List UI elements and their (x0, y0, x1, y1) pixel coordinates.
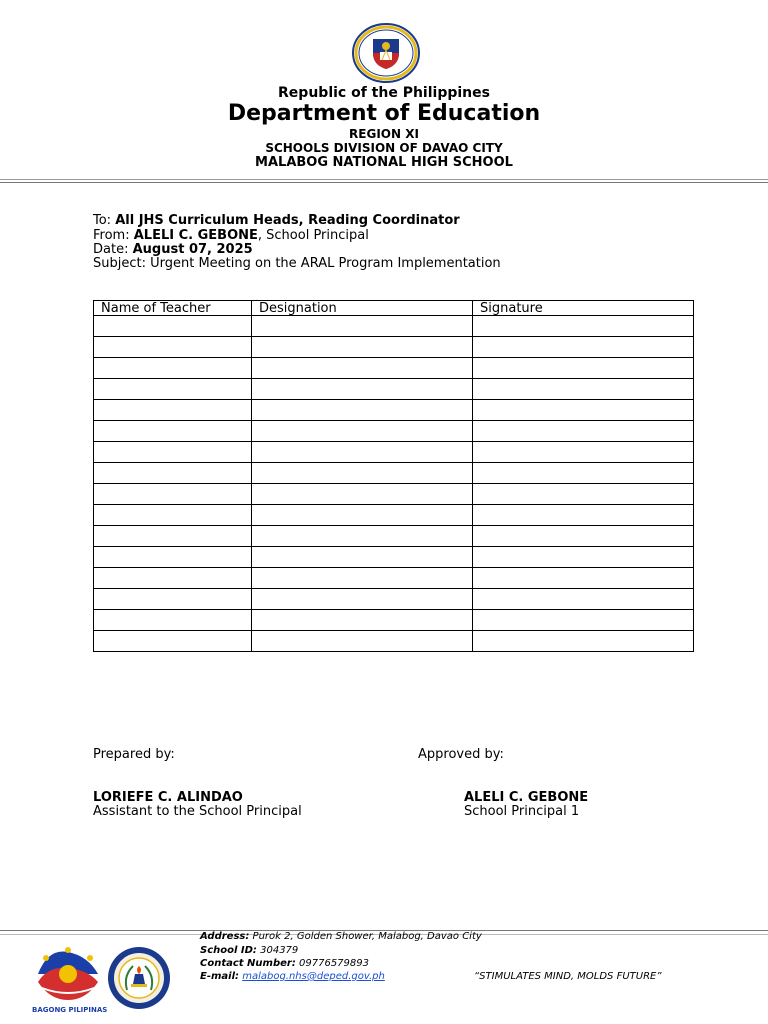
column-header-name: Name of Teacher (94, 301, 252, 316)
footer-address-value: Purok 2, Golden Shower, Malabog, Davao City (249, 931, 482, 942)
designation-cell[interactable] (252, 568, 473, 589)
name-cell[interactable] (94, 463, 252, 484)
table-row (94, 337, 694, 358)
footer-school-id-value: 304379 (256, 945, 299, 956)
header-divider-thick (0, 182, 768, 183)
memo-from (93, 228, 369, 243)
footer-email (200, 971, 385, 982)
signature-cell[interactable] (473, 316, 694, 337)
signature-cell[interactable] (473, 547, 694, 568)
table-header-row (94, 301, 694, 316)
designation-cell[interactable] (252, 463, 473, 484)
approved-by-label: Approved by: (418, 747, 504, 762)
designation-cell[interactable] (252, 316, 473, 337)
table-body (94, 316, 694, 652)
signature-cell[interactable] (473, 568, 694, 589)
name-cell[interactable] (94, 316, 252, 337)
footer-motto: “STIMULATES MIND, MOLDS FUTURE” (474, 971, 662, 982)
signature-cell[interactable] (473, 421, 694, 442)
memo-date-value: August 07, 2025 (132, 242, 253, 257)
signature-cell[interactable] (473, 379, 694, 400)
footer-email-link[interactable]: malabog.nhs@deped.gov.ph (242, 971, 385, 982)
table-row (94, 568, 694, 589)
prepared-title: Assistant to the School Principal (93, 804, 302, 819)
prepared-name: LORIEFE C. ALINDAO (93, 790, 243, 805)
designation-cell[interactable] (252, 526, 473, 547)
table-row (94, 505, 694, 526)
department-title: Department of Education (227, 101, 541, 126)
designation-cell[interactable] (252, 505, 473, 526)
memo-date-label: Date: (93, 242, 133, 257)
table-row (94, 526, 694, 547)
name-cell[interactable] (94, 421, 252, 442)
approved-title: School Principal 1 (464, 804, 580, 819)
name-cell[interactable] (94, 379, 252, 400)
designation-cell[interactable] (252, 589, 473, 610)
designation-cell[interactable] (252, 442, 473, 463)
memo-to-label: To: (93, 213, 116, 228)
signature-cell[interactable] (473, 442, 694, 463)
table-row (94, 400, 694, 421)
attendance-table (93, 300, 694, 652)
header-divider (0, 179, 768, 180)
republic-line: Republic of the Philippines (278, 85, 490, 101)
school-name: MALABOG NATIONAL HIGH SCHOOL (255, 155, 513, 170)
table-row (94, 316, 694, 337)
column-header-signature: Signature (473, 301, 694, 316)
footer-contact-label: Contact Number: (200, 958, 296, 969)
designation-cell[interactable] (252, 421, 473, 442)
table-row (94, 610, 694, 631)
footer-email-label: E-mail: (200, 971, 240, 982)
name-cell[interactable] (94, 631, 252, 652)
memo-from-name: ALELI C. GEBONE (133, 228, 258, 243)
footer-school-id (200, 945, 298, 956)
bagong-pilipinas-logo (32, 944, 108, 1014)
signature-cell[interactable] (473, 610, 694, 631)
signature-cell[interactable] (473, 400, 694, 421)
designation-cell[interactable] (252, 547, 473, 568)
table-row (94, 631, 694, 652)
signature-cell[interactable] (473, 526, 694, 547)
footer-address-label: Address: (200, 931, 250, 942)
name-cell[interactable] (94, 547, 252, 568)
memo-date (93, 242, 253, 257)
table-row (94, 442, 694, 463)
name-cell[interactable] (94, 358, 252, 379)
footer-contact-value: 09776579893 (295, 958, 369, 969)
table-row (94, 547, 694, 568)
memo-subject: Subject: Urgent Meeting on the ARAL Program Implementation (93, 256, 501, 271)
table-row (94, 589, 694, 610)
footer-contact (200, 958, 369, 969)
footer-address (200, 931, 482, 942)
signature-cell[interactable] (473, 358, 694, 379)
signature-cell[interactable] (473, 589, 694, 610)
table-row (94, 463, 694, 484)
school-seal-logo (106, 944, 172, 1012)
memo-from-title: , School Principal (257, 228, 369, 243)
name-cell[interactable] (94, 442, 252, 463)
footer-school-id-label: School ID: (200, 945, 257, 956)
approved-name: ALELI C. GEBONE (464, 790, 589, 805)
name-cell[interactable] (94, 526, 252, 547)
memo-to-value: All JHS Curriculum Heads, Reading Coordinator (115, 213, 460, 228)
name-cell[interactable] (94, 400, 252, 421)
designation-cell[interactable] (252, 379, 473, 400)
name-cell[interactable] (94, 589, 252, 610)
table-row (94, 484, 694, 505)
designation-cell[interactable] (252, 400, 473, 421)
name-cell[interactable] (94, 484, 252, 505)
deped-seal-logo (349, 22, 423, 84)
name-cell[interactable] (94, 610, 252, 631)
column-header-designation: Designation (252, 301, 473, 316)
name-cell[interactable] (94, 568, 252, 589)
prepared-by-label: Prepared by: (93, 747, 175, 762)
bagong-pilipinas-text: BAGONG PILIPINAS (32, 1006, 108, 1014)
name-cell[interactable] (94, 337, 252, 358)
table-row (94, 379, 694, 400)
signature-cell[interactable] (473, 337, 694, 358)
designation-cell[interactable] (252, 610, 473, 631)
memo-from-label: From: (93, 228, 134, 243)
name-cell[interactable] (94, 505, 252, 526)
signature-cell[interactable] (473, 463, 694, 484)
memo-to (93, 213, 460, 228)
designation-cell[interactable] (252, 358, 473, 379)
table-row (94, 358, 694, 379)
table-row (94, 421, 694, 442)
designation-cell[interactable] (252, 631, 473, 652)
signature-cell[interactable] (473, 484, 694, 505)
signature-cell[interactable] (473, 631, 694, 652)
division-line: SCHOOLS DIVISION OF DAVAO CITY (265, 141, 503, 155)
designation-cell[interactable] (252, 484, 473, 505)
designation-cell[interactable] (252, 337, 473, 358)
signature-cell[interactable] (473, 505, 694, 526)
region-line: REGION XI (349, 127, 419, 141)
